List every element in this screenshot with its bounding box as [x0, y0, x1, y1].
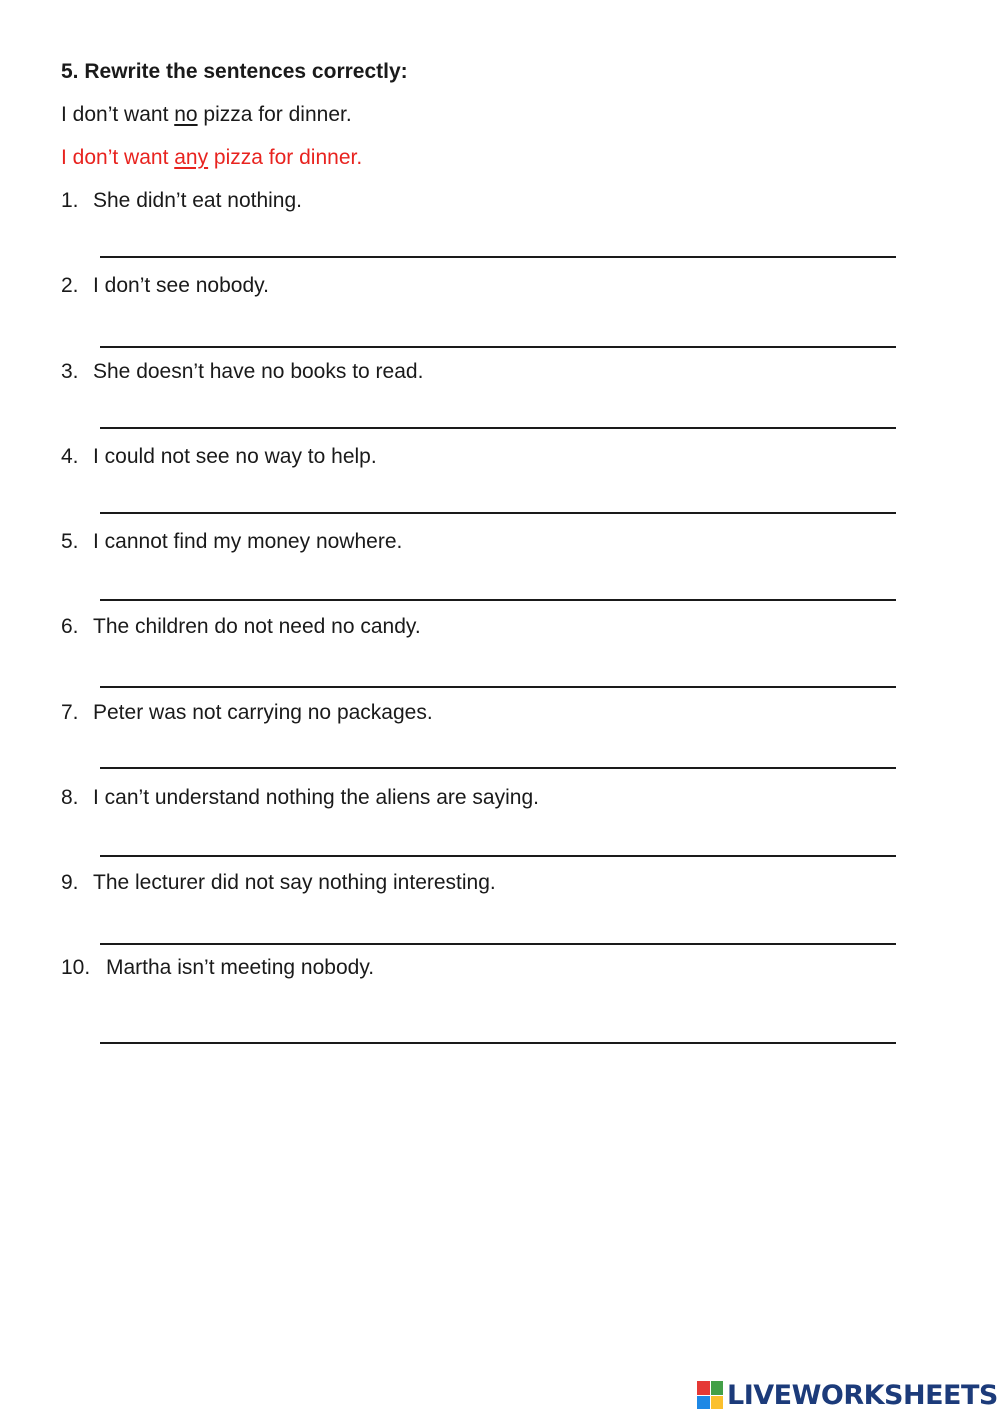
item-6 — [61, 615, 421, 639]
item-text: I cannot find my money nowhere. — [93, 530, 403, 553]
item-9 — [61, 871, 496, 895]
item-number: 8. — [61, 786, 79, 809]
logo-text: LIVEWORKSHEETS — [727, 1379, 998, 1411]
item-text: I can’t understand nothing the aliens are saying. — [93, 786, 539, 809]
item-1 — [61, 189, 302, 213]
answer-after: pizza for dinner. — [208, 146, 363, 169]
example-sentence — [61, 103, 352, 127]
item-number: 10. — [61, 956, 91, 979]
item-number: 7. — [61, 701, 79, 724]
example-underlined-word: no — [174, 103, 198, 126]
item-number: 9. — [61, 871, 79, 894]
item-text: I could not see no way to help. — [93, 445, 377, 468]
answer-line-6[interactable] — [100, 686, 896, 688]
item-2 — [61, 274, 269, 298]
liveworksheets-logo-icon — [697, 1381, 723, 1409]
answer-line-4[interactable] — [100, 512, 896, 514]
item-text: The children do not need no candy. — [93, 615, 421, 638]
answer-line-8[interactable] — [100, 855, 896, 857]
item-text: I don’t see nobody. — [93, 274, 269, 297]
item-10 — [61, 956, 374, 980]
item-text: She didn’t eat nothing. — [93, 189, 302, 212]
item-text: Peter was not carrying no packages. — [93, 701, 433, 724]
answer-line-10[interactable] — [100, 1042, 896, 1044]
item-7 — [61, 701, 433, 725]
item-number: 1. — [61, 189, 79, 212]
item-5 — [61, 530, 402, 554]
example-answer — [61, 146, 362, 170]
answer-line-2[interactable] — [100, 346, 896, 348]
item-number: 2. — [61, 274, 79, 297]
answer-line-1[interactable] — [100, 256, 896, 258]
item-number: 3. — [61, 360, 79, 383]
item-text: She doesn’t have no books to read. — [93, 360, 424, 383]
item-8 — [61, 786, 539, 810]
answer-underlined-word: any — [174, 146, 209, 169]
example-before: I don’t want — [61, 103, 175, 126]
item-3 — [61, 360, 423, 384]
item-number: 4. — [61, 445, 79, 468]
exercise-heading: 5. Rewrite the sentences correctly: — [61, 60, 408, 83]
answer-line-7[interactable] — [100, 767, 896, 769]
item-4 — [61, 445, 377, 469]
answer-line-9[interactable] — [100, 943, 896, 945]
item-number: 5. — [61, 530, 79, 553]
item-text: The lecturer did not say nothing interesting. — [93, 871, 496, 894]
answer-line-5[interactable] — [100, 599, 896, 601]
answer-line-3[interactable] — [100, 427, 896, 429]
item-text: Martha isn’t meeting nobody. — [106, 956, 375, 979]
example-after: pizza for dinner. — [197, 103, 352, 126]
liveworksheets-logo — [697, 1378, 998, 1412]
item-number: 6. — [61, 615, 79, 638]
answer-before: I don’t want — [61, 146, 175, 169]
